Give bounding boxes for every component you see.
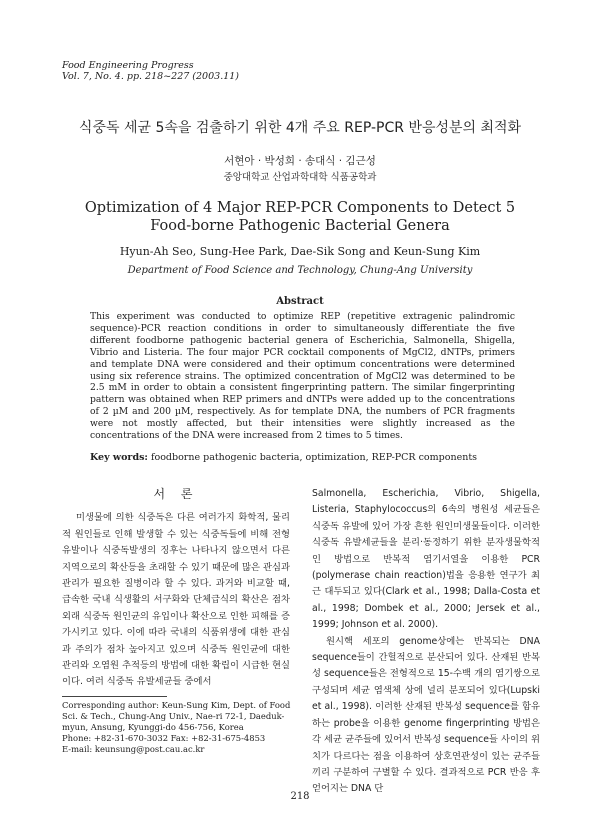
corresponding-author-footnote: Corresponding author: Keun-Sung Kim, Dept. of Food Sci. & Tech., Chung-Ang Univ., Nae-ri 72-1, Daeduk-myun, Ansung, Kyunggi-do 456-756, Korea Phone: +82-31-670-3032 Fax: +82-31-675-4853 E-mail: keunsung@post.cau.ac.kr xyxy=(62,700,291,754)
journal-header xyxy=(62,60,239,82)
journal-name: Food Engineering Progress xyxy=(62,60,194,71)
english-title-line2: Food-borne Pathogenic Bacterial Genera xyxy=(150,218,450,234)
body-column-right xyxy=(312,486,540,798)
section-heading: 서 론 xyxy=(153,487,199,501)
english-authors: Hyun-Ah Seo, Sung-Hee Park, Dae-Sik Song and Keun-Sung Kim xyxy=(119,245,481,258)
footnote-rule xyxy=(62,696,167,697)
paragraph: Salmonella, Escherichia, Vibrio, Shigella, Listeria, Staphylococcus의 6속의 병원성 세균들은 식중독 유발에 있어 가장 흔한 원인미생물들이다. 이러한 식중독 유발세균들을 분리·동정하기 위한 분자생물학적인 방법으로 반복적 염기서열을 이용한 PCR (polymerase chain reaction)법을 응용한 연구가 최근 대두되고 있다(Clark et al., 1998; Dalla-Costa et al., 1998; Dombek et al., 2000; Jersek et al., 1999; Johnson et al. 2000). xyxy=(312,488,540,631)
keywords-label: Key words: xyxy=(90,452,148,463)
english-title xyxy=(0,199,600,235)
english-title-line1: Optimization of 4 Major REP-PCR Components to Detect 5 xyxy=(84,200,516,216)
paragraph: 미생물에 의한 식중독은 다른 여러가지 화학적, 물리적 원인들로 인해 발생할 수 있는 식중독들에 비해 전형 유발이나 식중독발생의 징후는 나타나지 않으면서 다른 지역으로의 확산등을 초래할 수 있기 때문에 많은 관심과 관리가 필요한 질병이라 할 수 있다. 과거와 비교할 때, 급속한 국내 식생활의 서구화와 단체급식의 확산은 점차 외래 식중독 원인균의 유입이나 확산으로 인한 피해를 증가시키고 있다. 이에 따라 국내의 식품위생에 대한 관심과 주의가 점차 높아지고 있으며 식중독 원인균에 대한 관리와 오염원 추적등의 방법에 대한 확립이 시급한 현실이다. 여러 식중독 유발세균들 중에서 xyxy=(62,512,290,688)
keywords xyxy=(90,452,515,463)
page-number: 218 xyxy=(290,791,310,802)
abstract-text: This experiment was conducted to optimize REP (repetitive extragenic palindromic sequence)-PCR reaction conditions in order to simultaneously differentiate the five different foodborne pathogenic bacterial genera of Escherichia, Salmonella, Shigella, Vibrio and Listeria. The four major PCR cocktail components of MgCl2, dNTPs, primers and template DNA were considered and their optimum concentrations were determined using six reference strains. The optimized concentration of MgCl2 was determined to be 2.5 mM in order to obtain a consistent fingerprinting pattern. The similar fingerprinting pattern was obtained when REP primers and dNTPs were added up to the concentrations of 2 µM and 200 µM, respectively. As for template DNA, the numbers of PCR fragments were not mostly affected, but their intensities were slightly increased as the concentrations of the DNA were increased from 2 times to 5 times. xyxy=(90,311,515,442)
korean-affiliation: 중앙대학교 산업과학대학 식품공학과 xyxy=(223,172,377,183)
korean-authors: 서현아 · 박성희 · 송대식 · 김근성 xyxy=(224,155,376,167)
journal-volume: Vol. 7, No. 4. pp. 218~227 (2003.11) xyxy=(62,71,240,82)
korean-title: 식중독 세균 5속을 검출하기 위한 4개 주요 REP-PCR 반응성분의 최적화 xyxy=(78,120,522,136)
keywords-text: foodborne pathogenic bacteria, optimization, REP-PCR components xyxy=(150,452,478,463)
body-column-left xyxy=(62,486,290,691)
english-affiliation: Department of Food Science and Technology, Chung-Ang University xyxy=(127,265,473,276)
abstract-heading: Abstract xyxy=(276,296,324,307)
paragraph: 원시핵 세포의 genome상에는 반복되는 DNA sequence들이 간헐적으로 분산되어 있다. 산재된 반복성 sequence들은 전형적으로 15-수백 개의 염기쌍으로 구성되며 세균 염색체 상에 널리 분포되어 있다(Lupski et al., 1998). 이러한 산재된 반복성 sequence를 함유하는 probe을 이용한 genome fingerprinting 방법은 각 세균 균주들에 있어서 반복성 sequence들 사이의 위치가 다르다는 점을 이용하여 상호연관성이 있는 균주들끼리 구분하여 구별할 수 있다. 결과적으로 PCR 반응 후 얻어지는 DNA 단 xyxy=(312,635,540,795)
